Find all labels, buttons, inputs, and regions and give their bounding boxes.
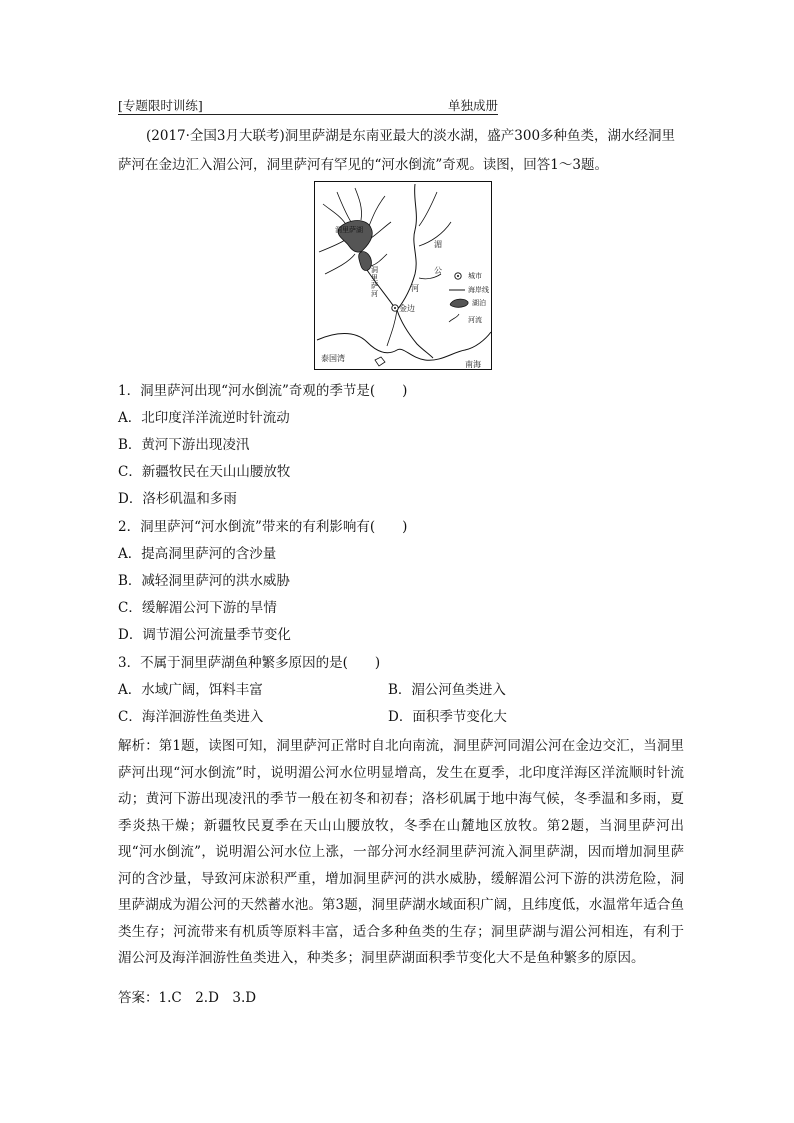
option-c: C．新疆牧民在天山山腰放牧 [118, 464, 291, 480]
question-stem: 2．洞里萨河“河水倒流”带来的有利影响有( ) [118, 519, 408, 535]
mekong-map [314, 181, 492, 370]
river [371, 254, 387, 266]
legend-city-label: 城市 [468, 272, 482, 280]
mekong-label-3: 河 [411, 284, 419, 293]
river [355, 188, 362, 220]
question-stem: 3．不属于洞里萨湖鱼种繁多原因的是( ) [118, 655, 381, 671]
option-b: B．黄河下游出现凌汛 [118, 437, 250, 453]
city-marker-dot [394, 307, 396, 309]
river [387, 310, 397, 346]
answer-line: 答案：1.C 2.D 3.D [118, 990, 257, 1006]
legend-river-symbol [449, 314, 459, 322]
option-b: B．湄公河鱼类进入 [388, 682, 506, 698]
option-c: C．海洋洄游性鱼类进入 [118, 709, 264, 725]
mekong-label-2: 公 [434, 266, 442, 275]
tonle-sap-river-label: 洞里萨河 [371, 266, 378, 298]
section-title: [专题限时训练] [118, 98, 203, 113]
river [369, 196, 385, 226]
section-header [118, 96, 498, 115]
option-row [118, 704, 688, 731]
option-a: A．水域广阔，饵料丰富 [118, 682, 263, 698]
legend-coastline-label: 海岸线 [468, 286, 489, 294]
section-note: 单独成册 [447, 98, 498, 113]
legend-lake-symbol [450, 299, 468, 307]
river [419, 192, 437, 226]
option-d: D．调节湄公河流量季节变化 [118, 627, 291, 643]
option-d: D．洛杉矶温和多雨 [118, 491, 237, 507]
question-1 [118, 378, 688, 513]
south-china-sea-label: 南海 [465, 360, 481, 369]
analysis-text: 解析：第1题，读图可知，洞里萨河正常时自北向南流，洞里萨河同湄公河在金边交汇，当洞里萨河出现“河水倒流”时，说明湄公河水位明显增高，发生在夏季，北印度洋海区洋流顺时针流动；黄河下游出现凌汛的季节一般在初冬和初春；洛杉矶属于地中海气候，冬季温和多雨，夏季炎热干燥；新疆牧民夏季在天山山腰放牧，冬季在山麓地区放牧。第2题，当洞里萨河出现“河水倒流”，说明湄公河水位上涨，一部分河水经洞里萨河流入洞里萨湖，因而增加洞里萨河的含沙量，导致河床淤积严重，增加洞里萨河的洪水威胁，缓解湄公河下游的洪涝危险，洞里萨湖成为湄公河的天然蓄水池。第3题，洞里萨湖水域面积广阔，且纬度低，水温常年适合鱼类生存；河流带来有机质等原料丰富，适合多种鱼类的生存；洞里萨湖与湄公河相连，有利于湄公河及海洋洄游性鱼类进入，种类多；洞里萨湖面积季节变化大不是鱼种繁多的原因。 [118, 738, 684, 966]
river [319, 240, 345, 252]
option-a: A．北印度洋洋流逆时针流动 [118, 410, 290, 426]
river [325, 254, 355, 274]
legend-lake-label: 湖泊 [472, 299, 486, 307]
question-stem: 1．洞里萨河出现“河水倒流”奇观的季节是( ) [118, 383, 408, 399]
option-b: B．减轻洞里萨河的洪水威胁 [118, 573, 290, 589]
question-2 [118, 514, 688, 649]
river [397, 184, 433, 358]
lake-label: 洞里萨湖 [335, 226, 363, 234]
river [371, 222, 391, 238]
legend-city-symbol-dot [457, 275, 459, 277]
map-drawing [315, 182, 493, 371]
gulf-of-thailand-label: 泰国湾 [321, 354, 345, 363]
mekong-label-1: 湄 [434, 240, 442, 249]
option-row [118, 677, 688, 704]
option-d: D．面积季节变化大 [388, 709, 507, 725]
legend-river-label: 河流 [468, 316, 482, 324]
question-3 [118, 650, 688, 731]
question-intro: (2017·全国3月大联考)洞里萨湖是东南亚最大的淡水湖，盛产300多种鱼类，湖水经洞里萨河在金边汇入湄公河，洞里萨河有罕见的“河水倒流”奇观。读图，回答1～3题。 [118, 128, 676, 173]
option-a: A．提高洞里萨河的含沙量 [118, 546, 277, 562]
option-c: C．缓解湄公河下游的旱情 [118, 600, 277, 616]
lake-shape [359, 252, 372, 271]
river [337, 192, 351, 222]
island [375, 357, 385, 366]
phnom-penh-label: 金边 [399, 304, 415, 313]
